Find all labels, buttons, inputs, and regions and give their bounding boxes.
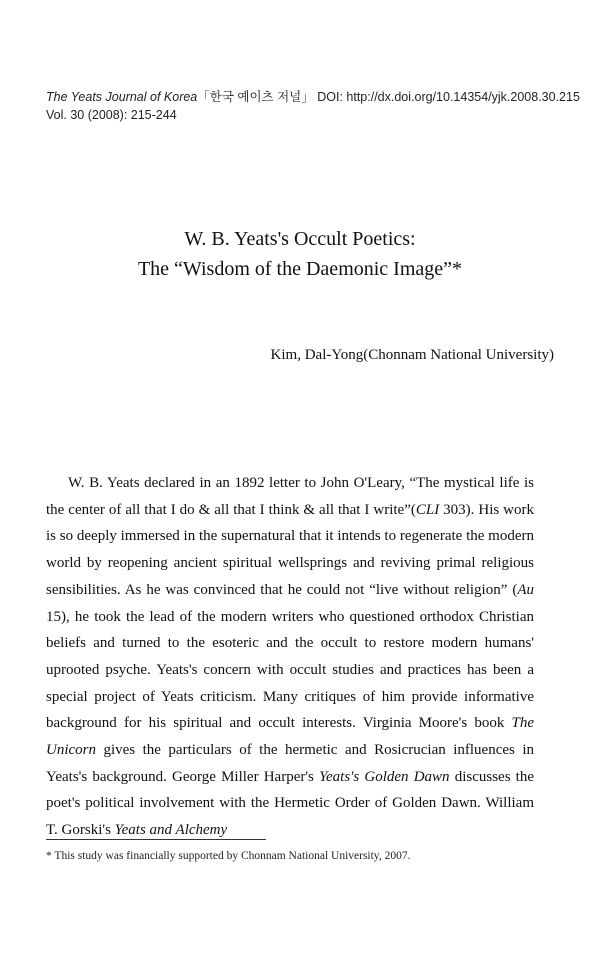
- footnote: * This study was financially supported by Chonnam National University, 2007.: [46, 850, 411, 862]
- title-line-1: W. B. Yeats's Occult Poetics:: [184, 228, 416, 250]
- journal-citation-line: [46, 88, 580, 106]
- text-segment: W. B. Yeats declared in an 1892 letter to John O'Leary, “The mystical life is the center of all that I do & all that I think & all that I write”(: [46, 475, 534, 518]
- text-segment: discusses the poet's political involvement with the Hermetic Order of Golden Dawn. William T. Gorski's: [46, 768, 535, 839]
- doi-link[interactable]: DOI: http://dx.doi.org/10.14354/yjk.2008.30.215: [317, 90, 580, 104]
- book-title: Yeats's Golden Dawn: [319, 768, 450, 785]
- journal-header: [46, 88, 580, 124]
- article-title: [0, 224, 600, 284]
- footnote-divider: [46, 839, 266, 840]
- paragraph: [46, 470, 534, 844]
- text-segment: gives the particulars of the hermetic and Rosicrucian influences in Yeats's background. George Miller Harper's: [46, 742, 534, 785]
- author-affiliation: Kim, Dal-Yong(Chonnam National University): [270, 347, 554, 363]
- volume-info: Vol. 30 (2008): 215-244: [46, 108, 177, 122]
- book-title: Yeats and Alchemy: [114, 822, 228, 839]
- citation-abbrev: CLI: [415, 501, 440, 518]
- body-text: [46, 470, 534, 844]
- text-segment: 303). His work is so deeply immersed in the supernatural that it intends to regenerate the modern world by reopening ancient spiritual wellsprings and reviving primal religious sensibilities. As he was convinced that he could not “live without religion” (: [46, 501, 534, 598]
- citation-abbrev: Au: [517, 581, 534, 598]
- text-segment: 15), he took the lead of the modern writers who questioned orthodox Christian beliefs and turned to the esoteric and the occult to restore modern humans' uprooted psyche. Yeats's concern with occult studies and practices has been a special project of Yeats criticism. Many critiques of him provide informative background for his spiritual and occult interests. Virginia Moore's book: [46, 608, 534, 732]
- book-title: The Unicorn: [46, 715, 534, 759]
- journal-name: The Yeats Journal of Korea: [46, 90, 198, 104]
- journal-korean-name: 「한국 예이츠 저널」: [197, 90, 314, 104]
- title-line-2: The “Wisdom of the Daemonic Image”*: [137, 258, 463, 280]
